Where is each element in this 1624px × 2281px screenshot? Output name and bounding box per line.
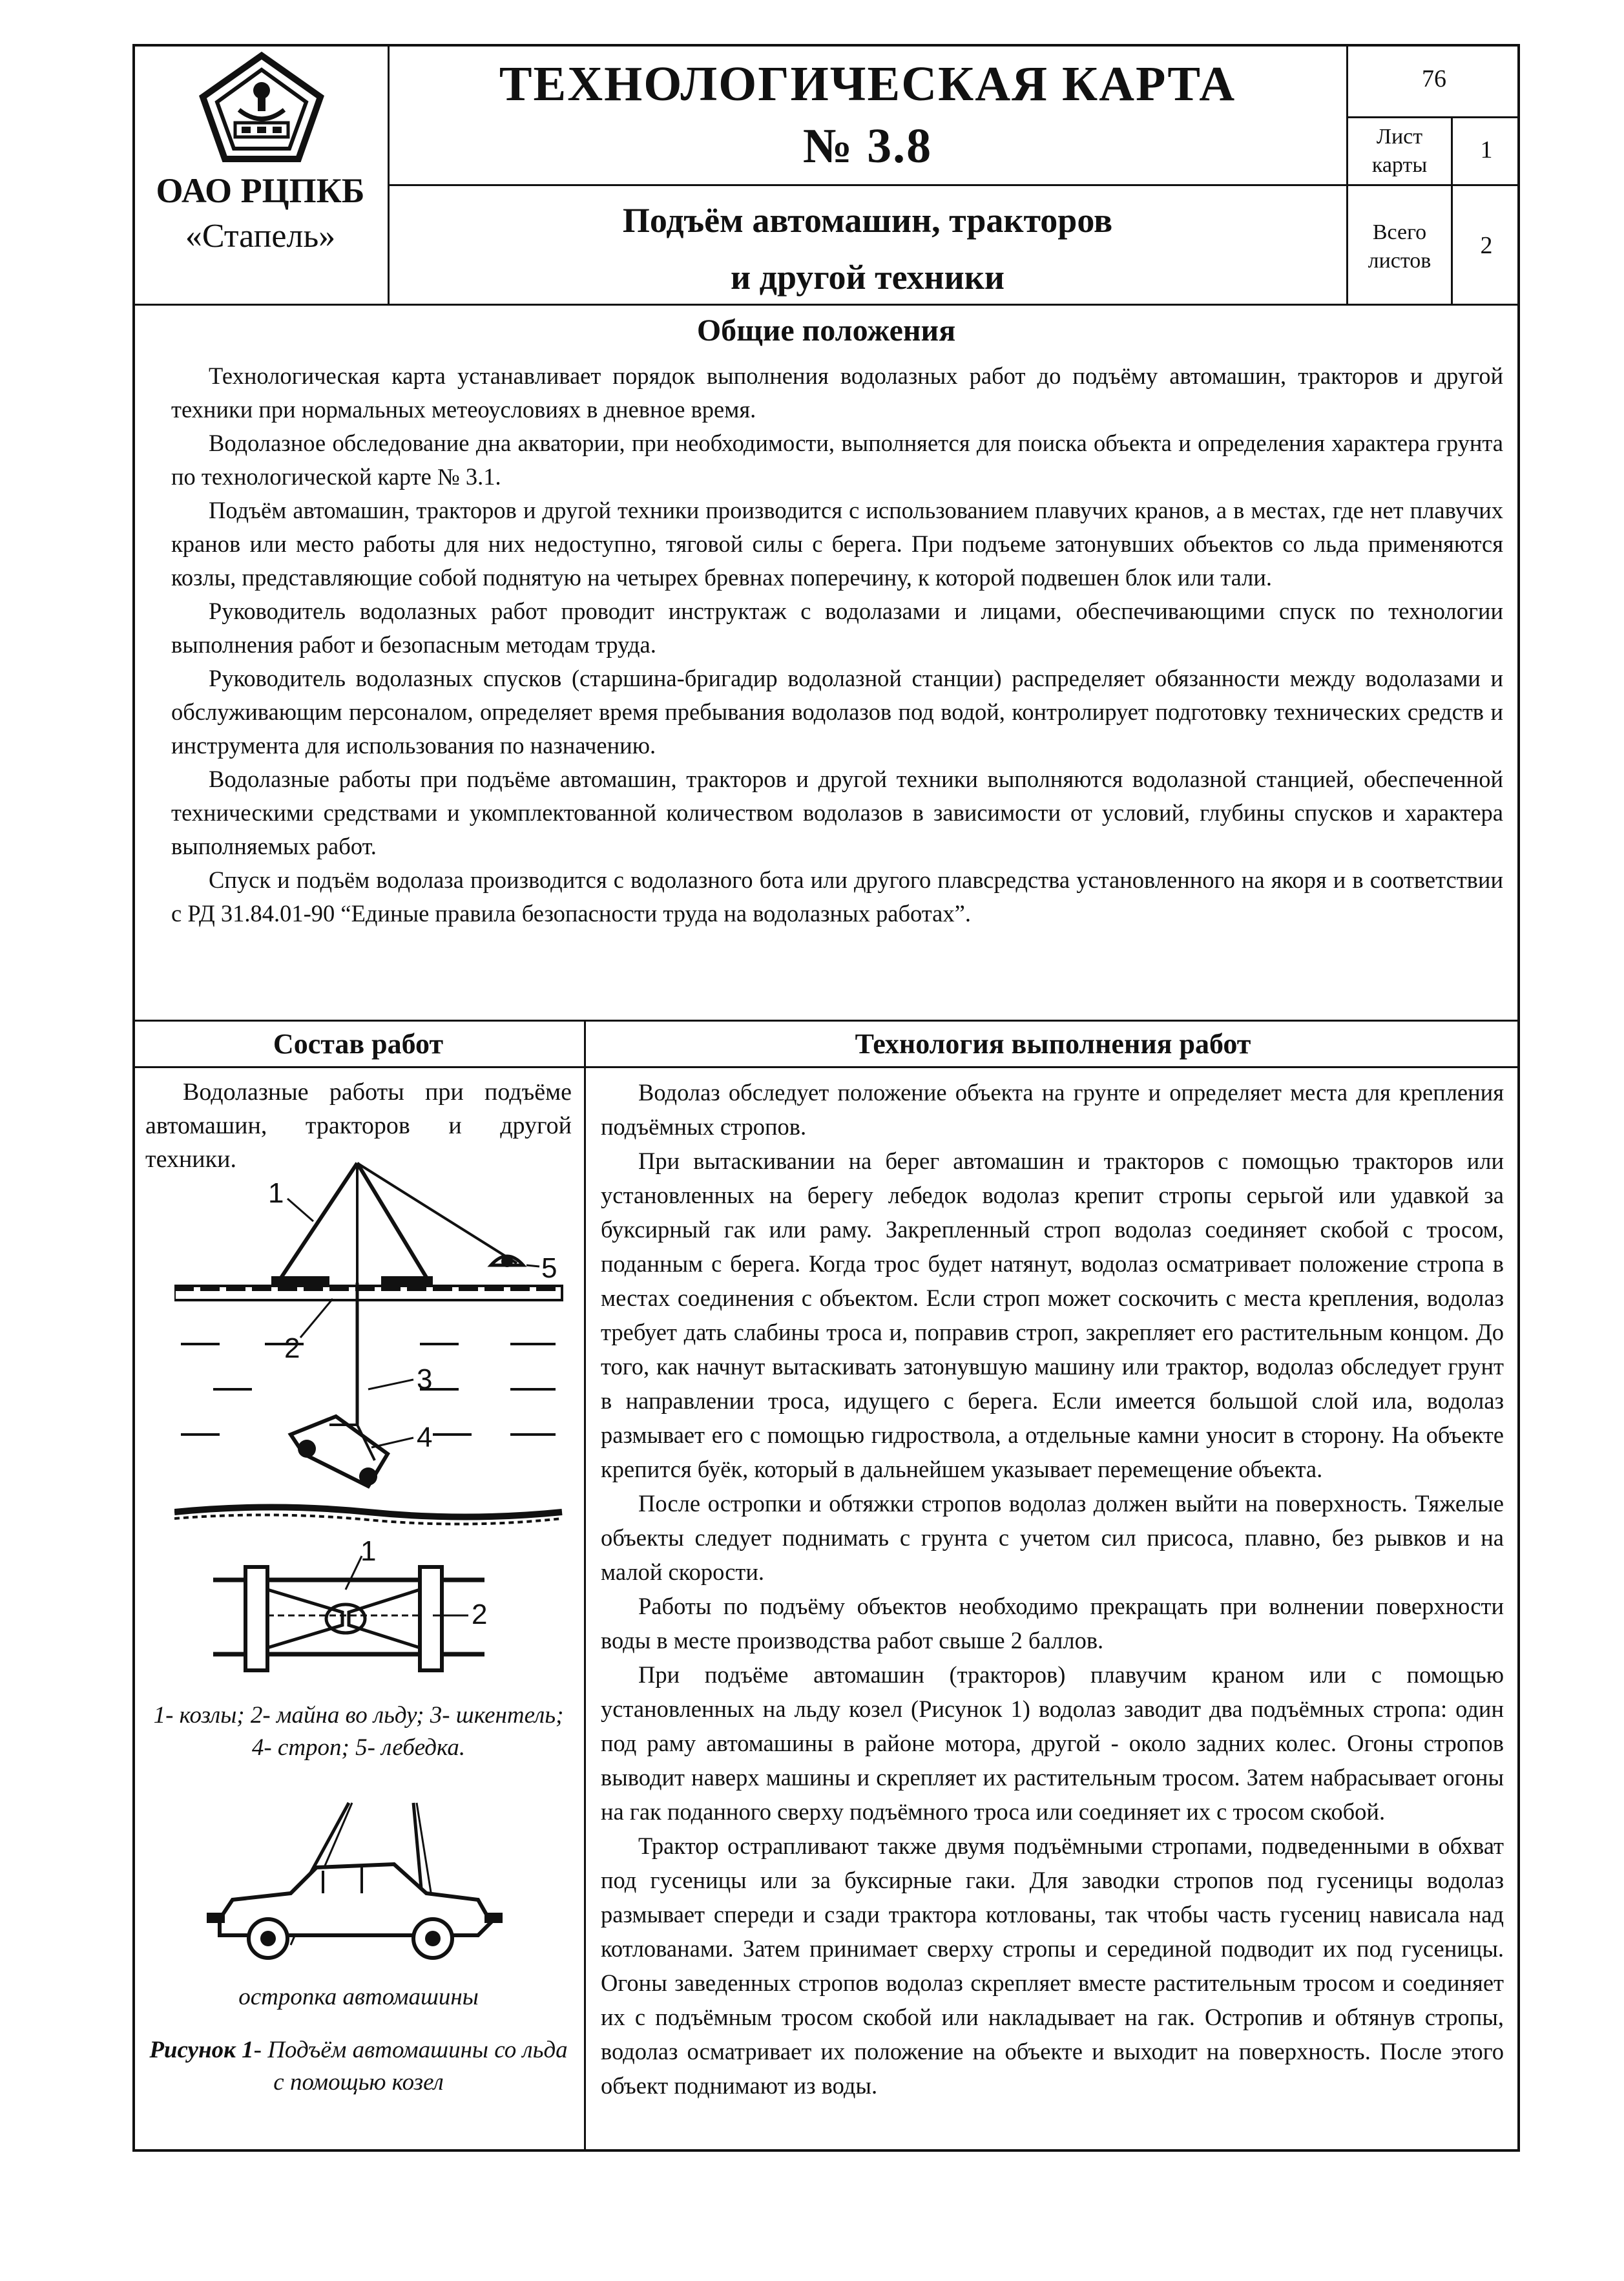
doc-subtitle: Подъём автомашин, тракторов bbox=[622, 201, 1113, 240]
sheet-label-1: Лист bbox=[1376, 125, 1423, 149]
general-paragraph: Технологическая карта устанавливает порядок выполнения водолазных работ до подъёму автомашин, тракторов и другой техники при нормальных метеоусловиях в дневное время. bbox=[171, 363, 1503, 423]
header-line-side bbox=[1346, 116, 1520, 118]
total-label-2: листов bbox=[1368, 249, 1431, 273]
figure-caption-text: - Подъём автомашины со льда с помощью козел bbox=[253, 2037, 568, 2096]
total-label-1: Всего bbox=[1372, 220, 1427, 244]
general-paragraph: Водолазное обследование дна акватории, при необходимости, выполняется для поиска объекта и определения характера грунта по технологической карте № 3.1. bbox=[171, 430, 1503, 490]
tech-paragraph: При подъёме автомашин (тракторов) плавучим краном или с помощью установленных на льду козел (Рисунок 1) водолаз заводит два подъёмных стропа: один под раму автомашины в районе мотора, другой - около задних колес. Огоны стропов выводит наверх машины и скрепляет их растительным тросом. Затем набрасывает огоны на гак поданного сверху подъёмного троса или соединяет их с тросом скобой. bbox=[601, 1661, 1504, 1825]
figure-label: 5 bbox=[541, 1252, 557, 1284]
header-bottom-line bbox=[132, 304, 1520, 306]
works-header-line bbox=[132, 1066, 1520, 1068]
works-left-intro: Водолазные работы при подъёме автомашин, тракторов и другой техники. bbox=[145, 1078, 572, 1173]
tech-paragraph: При вытаскивании на берег автомашин и тракторов с помощью тракторов или установленных на берегу лебедок водолаз крепит стропы серьгой или удавкой за буксирный гак или раму. Закрепленный строп водолаз соединяет скобой с тросом, поданным с берега. Когда трос будет натянут, водолаз осматривает положение стропа в местах соединения с объектом. Если строп может соскочить с места крепления, водолаз требует дать слабины троса и, поправив строп, закрепляет его растительным концом. До того, как начнут вытаскивать затонувшую машину или трактор, водолаз обследует грунт в направлении троса, идущего с берега. Если имеется большой слой ила, водолаз размывает его с помощью гидроствола, а отдельные камни уносит в сторону. На объекте крепится буёк, который в дальнейшем указывает перемещение объекта. bbox=[601, 1148, 1504, 1482]
figure-label: 2 bbox=[284, 1332, 300, 1364]
tech-paragraph: Работы по подъёму объектов необходимо прекращать при волнении поверхности воды в месте производства работ свыше 2 баллов. bbox=[601, 1593, 1504, 1654]
sheet-label-2: карты bbox=[1371, 153, 1428, 177]
company-logo bbox=[194, 50, 329, 167]
figure-caption bbox=[145, 2034, 572, 2099]
figure-label: 4 bbox=[417, 1422, 433, 1453]
car-rigging-figure bbox=[207, 1796, 504, 1977]
general-paragraph: Подъём автомашин, тракторов и другой техники производится с использованием плавучих кранов, а в местах, где нет плавучих кранов или место работы для них недоступно, тяговой силы с берега. При подъеме затонувших объектов со льда применяются козлы, представляющие собой поднятую на четырех бревнах поперечину, к которой подвешен блок или тали. bbox=[171, 497, 1503, 591]
page-number: 76 bbox=[1422, 65, 1446, 92]
sheet-label bbox=[1348, 123, 1451, 180]
general-paragraph: Руководитель водолазных работ проводит инструктаж с водолазами и лицами, обеспечивающими спуск по технологии выполнения работ и безопасным методам труда. bbox=[171, 598, 1503, 658]
tech-paragraph: Трактор острапливают также двумя подъёмными стропами, подведенными в обхват под гусеницы или за буксирные гаки. Для заводки стропов под гусеницы водолаз размывает спереди и сзади трактора котлованы, так чтобы часть гусениц нависала над котлованами. Затем принимает сверху стропы и серединой подводит их под гусеницы. Огоны заведенных стропов водолаз скрепляет вместе растительным тросом и соединяет их с подъёмным тросом скобой или накладывает на гак. Остропив и обтянув стропы, водолаз осматривает их положение на объекте и выходит на поверхность. После этого объект поднимают из воды. bbox=[601, 1833, 1504, 2099]
doc-subtitle-2: и другой техники bbox=[731, 258, 1005, 297]
car-rigging-caption: остропка автомашины bbox=[238, 1984, 479, 2010]
figure-legend: 1- козлы; 2- майна во льду; 3- шкентель; 4- строп; 5- лебедка. bbox=[153, 1702, 564, 1761]
figure-label: 1 bbox=[360, 1535, 377, 1567]
tech-paragraph: После остропки и обтяжки стропов водолаз должен выйти на поверхность. Тяжелые объекты следует поднимать с грунта с учетом сил присоса, плавно, без рывков и на малой скорости. bbox=[601, 1490, 1504, 1585]
works-top-line bbox=[132, 1020, 1520, 1022]
lifting-scheme-figure bbox=[174, 1150, 568, 1551]
org-name-2: «Стапель» bbox=[185, 218, 336, 255]
col-right-title: Технология выполнения работ bbox=[855, 1028, 1251, 1060]
general-paragraph: Водолазные работы при подъёме автомашин, тракторов и другой техники выполняются водолазной станцией, обеспеченной техническими средствами и укомплектованной количеством водолазов в зависимости от условий, глубины спусков и характера выполняемых работ. bbox=[171, 766, 1503, 859]
total-value: 2 bbox=[1480, 232, 1493, 259]
tech-section-body bbox=[601, 1075, 1504, 2103]
plan-view-figure bbox=[213, 1535, 523, 1687]
works-col-divider bbox=[584, 1020, 586, 2150]
general-section-title: Общие положения bbox=[696, 313, 956, 348]
figure-label: 3 bbox=[417, 1363, 433, 1395]
doc-title: ТЕХНОЛОГИЧЕСКАЯ КАРТА bbox=[499, 57, 1236, 111]
figure-label: 2 bbox=[472, 1599, 488, 1630]
general-section-body bbox=[171, 359, 1503, 930]
figure-caption-label: Рисунок 1 bbox=[149, 2037, 254, 2063]
header-line-side-2 bbox=[1346, 184, 1520, 186]
org-name: ОАО РЦПКБ bbox=[156, 171, 365, 210]
total-label bbox=[1348, 218, 1451, 275]
header-line-1 bbox=[388, 184, 1348, 186]
tech-paragraph: Водолаз обследует положение объекта на грунте и определяет места для крепления подъёмных стропов. bbox=[601, 1079, 1504, 1140]
sheet-value: 1 bbox=[1480, 136, 1493, 163]
col-left-title: Состав работ bbox=[273, 1028, 444, 1060]
doc-number: № 3.8 bbox=[802, 119, 933, 173]
general-paragraph: Спуск и подъём водолаза производится с водолазного бота или другого плавсредства установленного на якоря и в соответствии с РД 31.84.01-90 “Единые правила безопасности труда на водолазных работах”. bbox=[171, 867, 1503, 927]
general-paragraph: Руководитель водолазных спусков (старшина-бригадир водолазной станции) распределяет обязанности между водолазами и обслуживающим персоналом, определяет время пребывания водолазов под водой, контролирует подготовку технических средств и инструмента для использования по назначению. bbox=[171, 665, 1503, 759]
figure-label: 1 bbox=[268, 1177, 284, 1209]
